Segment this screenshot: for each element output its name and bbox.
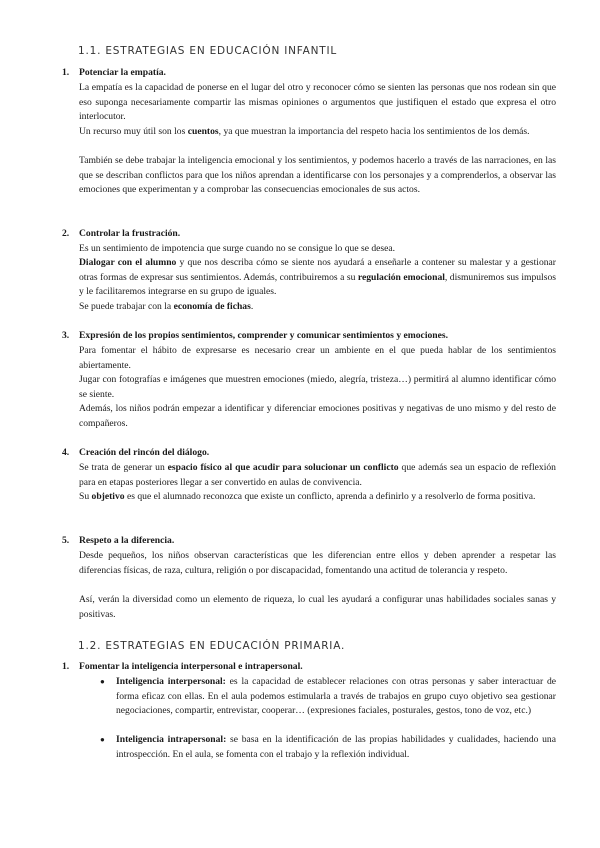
paragraph: Así, verán la diversidad como un elemento de riqueza, lo cual les ayudará a configurar unas habilidades sociales sanas y positivas.	[79, 594, 556, 620]
bullet-icon: ●	[100, 735, 105, 744]
paragraph: También se debe trabajar la inteligencia emocional y los sentimientos, y podemos hacerlo a través de las narraciones, en las que se describan conflictos para que los niños aprendan a identificarse con los personajes y a comprenderlos, a observar las emociones que experimentan y a comprobar las consecuencias emocionales de sus actos.	[79, 155, 556, 196]
item-title: Potenciar la empatía.	[79, 67, 166, 78]
paragraph: Se puede trabajar con la economía de fichas.	[79, 301, 254, 312]
paragraph: La empatía es la capacidad de ponerse en el lugar del otro y reconocer cómo se sienten las personas que nos rodean sin que eso suponga necesariamente compartir las mismas opiniones o argumentos que justifiquen el estado que expresa el otro interlocutor.	[79, 82, 556, 123]
item-number: 1.	[62, 67, 70, 78]
section-heading-primaria: 1.2. ESTRATEGIAS EN EDUCACIÓN PRIMARIA.	[78, 640, 346, 652]
item-number: 4.	[62, 447, 70, 458]
bullet-icon: ●	[100, 677, 105, 686]
item-number: 5.	[62, 535, 70, 546]
bullet-paragraph: Inteligencia intrapersonal: se basa en la identificación de las propias habilidades y cualidades, haciendo una introspección. En el aula, se fomenta con el trabajo y la reflexión individual.	[116, 734, 556, 760]
bullet-paragraph: Inteligencia interpersonal: es la capacidad de establecer relaciones con otras personas y saber interactuar de forma eficaz con ellas. En el aula podemos estimularla a través de trabajos en grupo cuyo objetivo sea gestionar negociaciones, compartir, entrevistar, cooperar… (expresiones faciales, posturales, gestos, tono de voz, etc.)	[116, 676, 557, 717]
paragraph: Es un sentimiento de impotencia que surge cuando no se consigue lo que se desea.	[79, 243, 396, 254]
item-number: 1.	[62, 661, 70, 672]
item-title: Expresión de los propios sentimientos, comprender y comunicar sentimientos y emociones.	[79, 330, 449, 341]
item-number: 2.	[62, 228, 70, 239]
item-title: Respeto a la diferencia.	[79, 535, 175, 546]
item-number: 3.	[62, 330, 70, 341]
paragraph: Para fomentar el hábito de expresarse es necesario crear un ambiente en el que pueda hablar de los sentimientos abiertamente.	[79, 345, 556, 371]
paragraph: Desde pequeños, los niños observan características que les diferencian entre ellos y deben aprender a respetar las diferencias físicas, de raza, cultura, religión o por discapacidad, fomentando una actitud de tolerancia y respeto.	[79, 550, 556, 576]
item-title: Fomentar la inteligencia interpersonal e intrapersonal.	[79, 661, 303, 672]
paragraph: Su objetivo es que el alumnado reconozca que existe un conflicto, aprenda a definirlo y a resolverlo de forma positiva.	[79, 491, 536, 502]
paragraph: Un recurso muy útil son los cuentos, ya que muestran la importancia del respeto hacia los sentimientos de los demás.	[79, 126, 530, 137]
paragraph: Dialogar con el alumno y que nos describa cómo se siente nos ayudará a enseñarle a contener su malestar y a gestionar otras formas de expresar sus sentimientos. Además, contribuiremos a su regulación emocional, dismuniremos sus impulsos y le facilitaremos integrarse en su grupo de iguales.	[79, 257, 556, 298]
paragraph: Se trata de generar un espacio físico al que acudir para solucionar un conflicto que además sea un espacio de reflexión para en etapas posteriores llegar a ser convertido en aulas de convivencia.	[79, 462, 556, 488]
paragraph: Jugar con fotografías e imágenes que muestren emociones (miedo, alegría, tristeza…) permitirá al alumno identificar cómo se siente.	[79, 374, 556, 400]
item-title: Creación del rincón del diálogo.	[79, 447, 210, 458]
item-title: Controlar la frustración.	[79, 228, 181, 239]
section-heading-infantil: 1.1. ESTRATEGIAS EN EDUCACIÓN INFANTIL	[78, 45, 338, 57]
paragraph: Además, los niños podrán empezar a identificar y diferenciar emociones positivas y negativas de uno mismo y del resto de compañeros.	[79, 403, 556, 429]
